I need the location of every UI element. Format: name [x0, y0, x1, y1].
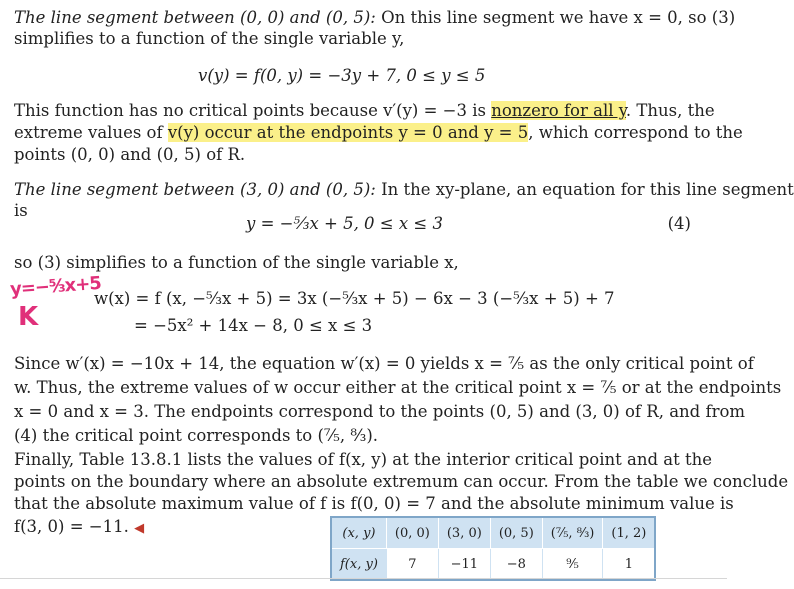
table-cell-point: (0, 0)	[386, 517, 438, 549]
equation-y: y = −⁵⁄₃x + 5, 0 ≤ x ≤ 3	[246, 214, 443, 233]
paragraph-6-line-4: f(3, 0) = −11. ◀	[14, 517, 145, 536]
segment-heading-1: The line segment between (0, 0) and (0, 5):	[14, 8, 376, 27]
table-cell-point: (3, 0)	[438, 517, 490, 549]
bottom-divider	[0, 578, 727, 579]
paragraph-6-line-1: Finally, Table 13.8.1 lists the values of f(x, y) at the interior critical point and at the	[14, 450, 713, 469]
paragraph-5-line-4: (4) the critical point corresponds to (⁷⁄₅, ⁸⁄₃).	[14, 426, 379, 445]
end-of-example-icon: ◀	[134, 521, 145, 536]
paragraph-2-line-1: This function has no critical points because v′(y) = −3 is nonzero for all y. Thus, the	[14, 101, 715, 120]
equation-w-line-2: = −5x² + 14x − 8, 0 ≤ x ≤ 3	[134, 316, 373, 335]
paragraph-1-line-1: The line segment between (0, 0) and (0, 5): On this line segment we have x = 0, so (3)	[14, 8, 736, 27]
paragraph-3-line-2: is	[14, 201, 28, 220]
highlight-endpoints: v(y) occur at the endpoints y = 0 and y = 5	[167, 123, 529, 142]
paragraph-3-line-1: The line segment between (3, 0) and (0, 5): In the xy-plane, an equation for this line segment	[14, 180, 794, 199]
segment-heading-2: The line segment between (3, 0) and (0, 5):	[14, 180, 376, 199]
equation-w-line-1: w(x) = f (x, −⁵⁄₃x + 5) = 3x (−⁵⁄₃x + 5) − 6x − 3 (−⁵⁄₃x + 5) + 7	[94, 289, 615, 308]
table-cell-value: 1	[603, 549, 655, 581]
table-header-xy: (x, y)	[331, 517, 386, 549]
table-cell-value: −8	[490, 549, 542, 581]
equation-number: (4)	[667, 214, 691, 233]
paragraph-1-line-2: simplifies to a function of the single variable y,	[14, 29, 405, 48]
paragraph-5-line-1: Since w′(x) = −10x + 14, the equation w′(x) = 0 yields x = ⁷⁄₅ as the only critical point of	[14, 354, 754, 373]
equation-v: v(y) = f(0, y) = −3y + 7, 0 ≤ y ≤ 5	[198, 66, 486, 85]
table-row-points	[331, 517, 655, 549]
table-cell-point: (1, 2)	[603, 517, 655, 549]
paragraph-6-line-3: that the absolute maximum value of f is f(0, 0) = 7 and the absolute minimum value is	[14, 494, 734, 513]
table-cell-point: (⁷⁄₅, ⁸⁄₃)	[542, 517, 603, 549]
handwritten-mark-icon: K	[18, 302, 39, 332]
paragraph-2-line-2: extreme values of v(y) occur at the endpoints y = 0 and y = 5, which correspond to the	[14, 123, 743, 142]
highlight-nonzero: nonzero for all y	[491, 101, 626, 120]
paragraph-5-line-2: w. Thus, the extreme values of w occur either at the critical point x = ⁷⁄₅ or at the endpoints	[14, 378, 782, 397]
table-cell-value: 7	[386, 549, 438, 581]
handwritten-equation: y=−⁵⁄₃x+5	[9, 272, 102, 301]
table-header-fxy: f(x, y)	[331, 549, 386, 581]
table-cell-value: −11	[438, 549, 490, 581]
paragraph-6-line-2: points on the boundary where an absolute extremum can occur. From the table we conclude	[14, 472, 789, 491]
table-row-values	[331, 549, 655, 581]
paragraph-2-line-3: points (0, 0) and (0, 5) of R.	[14, 145, 246, 164]
values-table	[330, 516, 656, 581]
paragraph-5-line-3: x = 0 and x = 3. The endpoints correspond to the points (0, 5) and (3, 0) of R, and from	[14, 402, 746, 421]
table-cell-point: (0, 5)	[490, 517, 542, 549]
table-cell-value: ⁹⁄₅	[542, 549, 603, 581]
paragraph-4: so (3) simplifies to a function of the single variable x,	[14, 253, 459, 272]
